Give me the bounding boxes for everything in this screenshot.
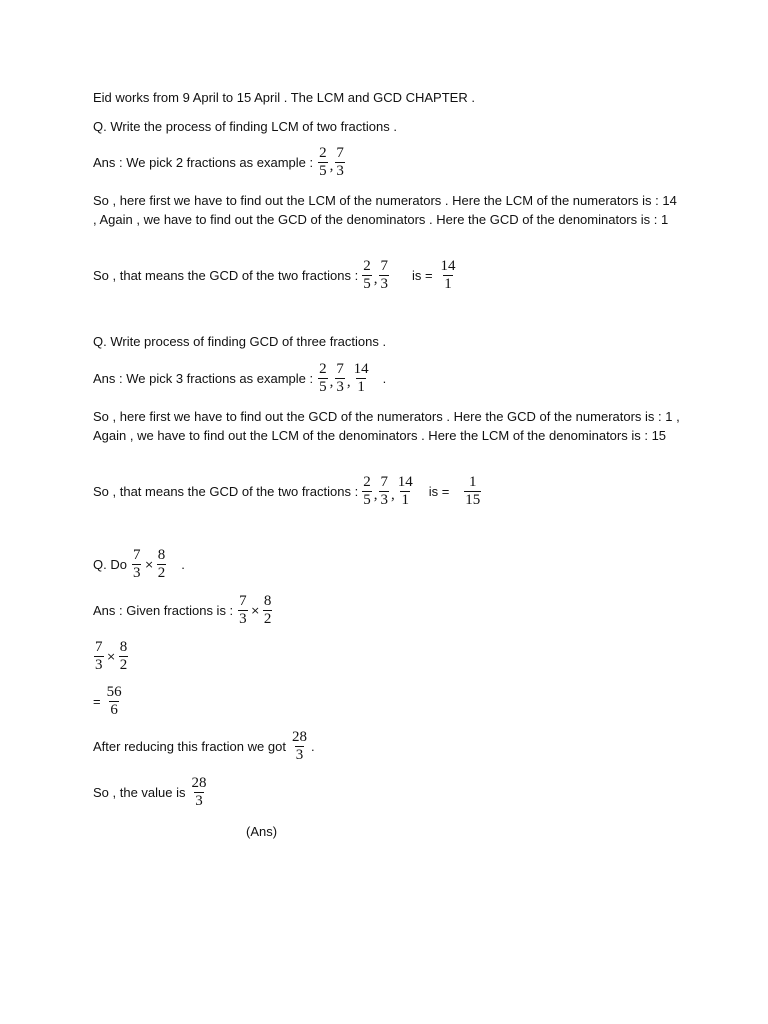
q3-reduce-text: After reducing this fraction we got <box>93 739 286 754</box>
q2-result-fraction-2: $\frac{7}{3}$ <box>380 474 388 508</box>
q2-fraction-2: $\frac{7}{3}$ <box>336 361 344 395</box>
comma: , <box>329 374 334 390</box>
q3-expr-fraction-a: $\frac{7}{3}$ <box>95 639 103 673</box>
q3-product-fraction: $\frac{56}{6}$ <box>106 684 122 718</box>
q3-ans-prefix: Ans : Given fractions is : <box>93 603 234 618</box>
comma: , <box>373 271 378 287</box>
q3-fraction-a: $\frac{7}{3}$ <box>132 547 141 581</box>
q1-result-prefix: So , that means the GCD of the two fractions : <box>93 268 359 283</box>
times-sign: × <box>106 650 116 663</box>
q3-expression-line <box>93 640 129 673</box>
q1-ans-prefix: Ans : We pick 2 fractions as example : <box>93 155 314 170</box>
q1-result-line <box>93 259 458 292</box>
q2-explanation: So , here first we have to find out the GCD of the numerators . Here the GCD of the numerators is : 1 , Again , we have to find out the LCM of the denominators . Here the LCM of the denominators is : 15 <box>93 409 680 444</box>
q2-result-line <box>93 475 482 508</box>
q3-reduce-dot: . <box>310 739 315 754</box>
q3-trailing-dot: . <box>181 557 185 572</box>
equals-sign: = <box>93 694 101 709</box>
q1-result-value: $\frac{14}{1}$ <box>440 258 456 292</box>
q3-given-fraction-a: $\frac{7}{3}$ <box>239 593 247 627</box>
comma: , <box>329 158 334 174</box>
q3-product-line <box>93 685 124 718</box>
q2-answer-line <box>93 362 386 395</box>
q2-result-fraction-3: $\frac{14}{1}$ <box>397 474 413 508</box>
q3-expr-fraction-b: $\frac{8}{2}$ <box>119 639 128 673</box>
q1-result-fraction-2: $\frac{7}{3}$ <box>380 258 388 292</box>
q3-question-prefix: Q. Do <box>93 557 127 572</box>
heading-text: Eid works from 9 April to 15 April . The LCM and GCD CHAPTER . <box>93 90 475 105</box>
q2-fraction-3: $\frac{14}{1}$ <box>353 361 369 395</box>
ans-label-line <box>246 822 277 841</box>
q1-fraction-2: $\frac{7}{3}$ <box>336 145 344 179</box>
comma: , <box>346 374 351 390</box>
times-sign: × <box>144 558 154 571</box>
q3-given-fraction-b: $\frac{8}{2}$ <box>263 593 272 627</box>
q3-value-line <box>93 776 209 809</box>
q1-question-text: Q. Write the process of finding LCM of two fractions . <box>93 119 397 134</box>
q2-ans-prefix: Ans : We pick 3 fractions as example : <box>93 371 314 386</box>
q3-question-line <box>93 548 185 581</box>
q1-fraction-1: $\frac{2}{5}$ <box>319 145 327 179</box>
q2-question-text: Q. Write process of finding GCD of three fractions . <box>93 334 387 349</box>
q2-result-value: $\frac{1}{15}$ <box>465 474 481 508</box>
q3-value-text: So , the value is <box>93 785 186 800</box>
q3-fraction-b: $\frac{8}{2}$ <box>157 547 166 581</box>
comma: , <box>373 487 378 503</box>
comma: , <box>390 487 395 503</box>
q1-question <box>93 117 397 136</box>
q2-fraction-1: $\frac{2}{5}$ <box>319 361 327 395</box>
q3-value-fraction: $\frac{28}{3}$ <box>191 775 207 809</box>
q3-answer-line <box>93 594 273 627</box>
q1-explanation: So , here first we have to find out the LCM of the numerators . Here the LCM of the numerators is : 14 , Again , we have to find out the GCD of the denominators . Here the GCD of the denominators is : 1 <box>93 193 677 228</box>
q2-result-fraction-1: $\frac{2}{5}$ <box>363 474 371 508</box>
doc-heading <box>93 88 475 107</box>
times-sign: × <box>250 604 260 617</box>
q3-reduced-fraction: $\frac{28}{3}$ <box>291 729 307 763</box>
q1-answer-line <box>93 146 346 179</box>
q2-trailing-dot: . <box>382 371 387 386</box>
ans-label: (Ans) <box>246 824 278 839</box>
q3-reduce-line <box>93 730 315 763</box>
q2-is-label: is = <box>428 484 450 499</box>
q1-result-fraction-1: $\frac{2}{5}$ <box>363 258 371 292</box>
q2-question <box>93 332 386 351</box>
q2-result-prefix: So , that means the GCD of the two fractions : <box>93 484 359 499</box>
q1-is-label: is = <box>411 268 433 283</box>
